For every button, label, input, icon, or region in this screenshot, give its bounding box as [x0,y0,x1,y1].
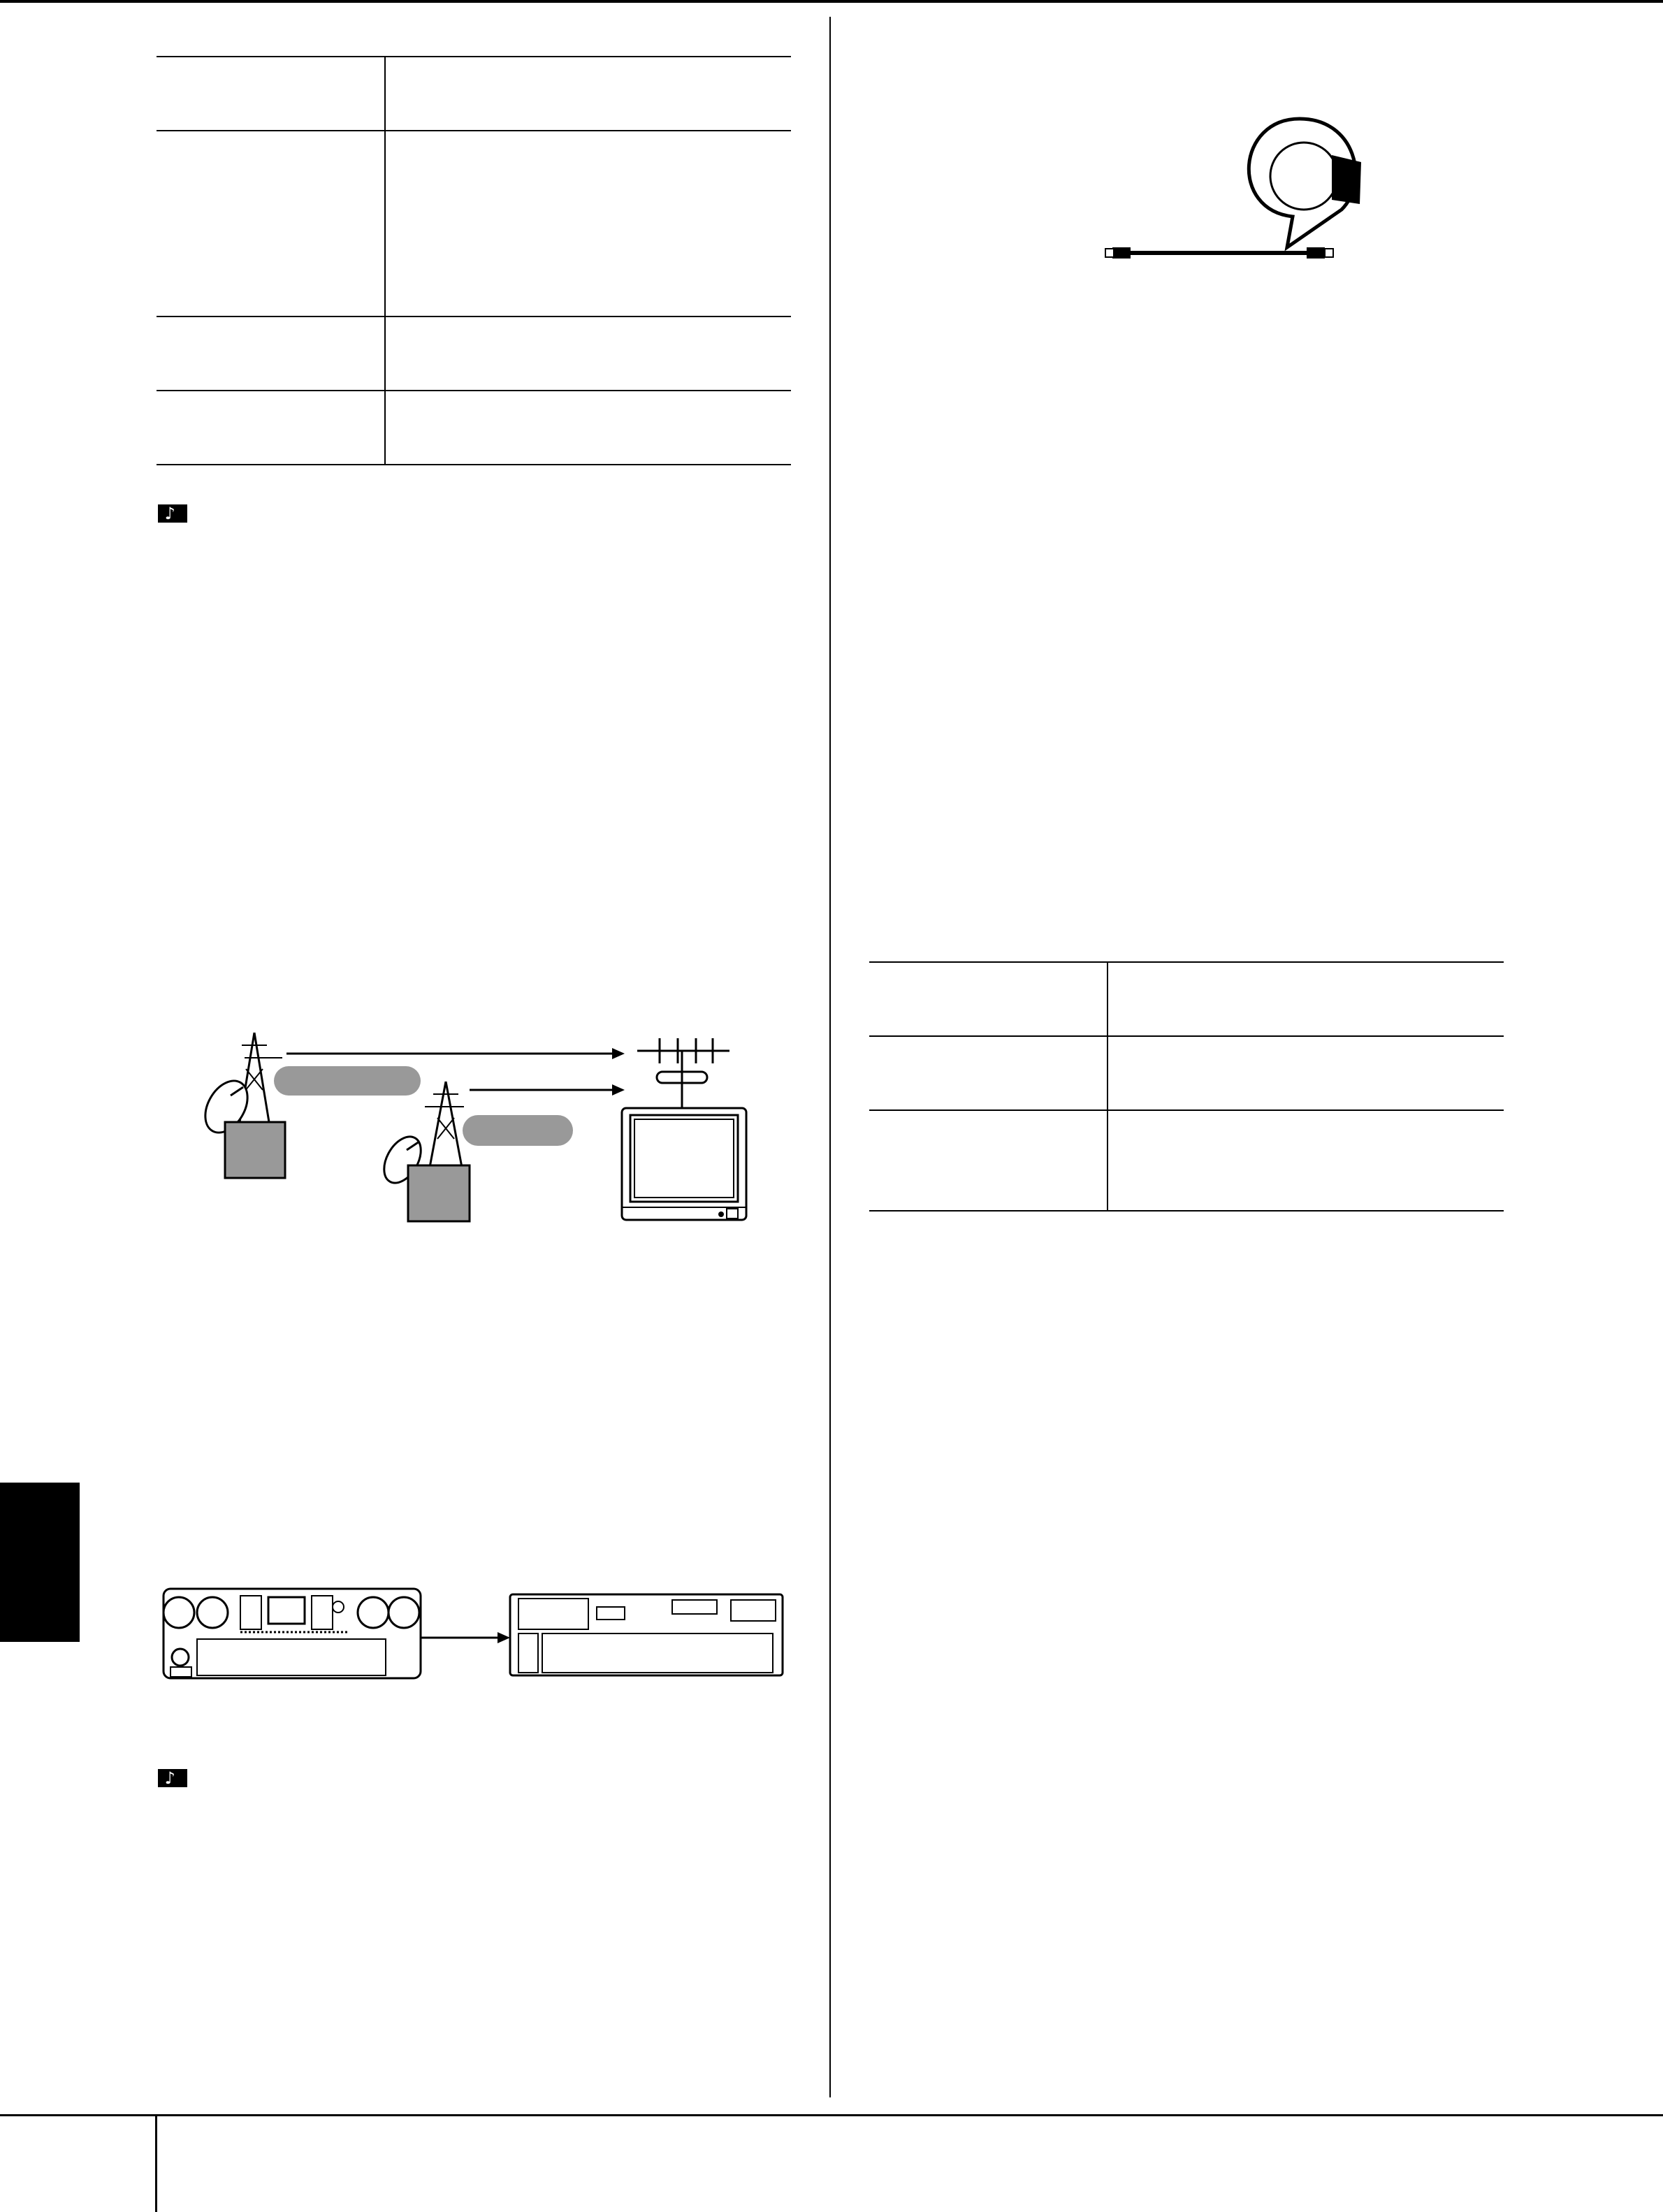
right-table-rule [869,1035,1504,1037]
right-table-rule [869,1109,1504,1111]
din-connector-icon [1249,119,1361,247]
right-table-rule [869,1210,1504,1211]
music-note-icon: ♪ [164,1768,175,1788]
right-table-col-divider [1107,961,1108,1211]
music-note-icon: ♪ [164,504,175,523]
right-table-rule [869,961,1504,963]
